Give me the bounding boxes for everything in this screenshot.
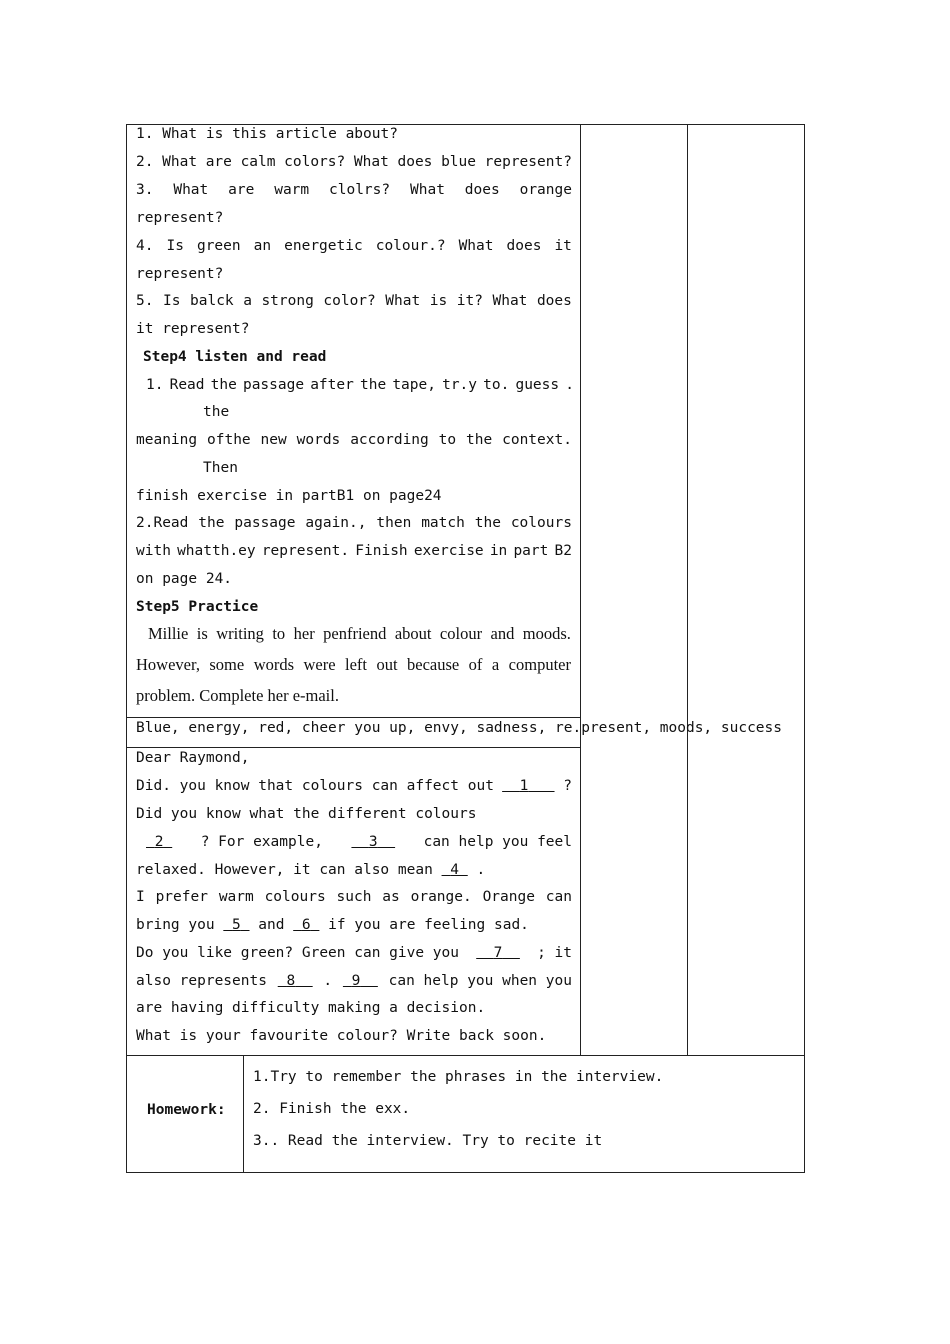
blank-3: 3 — [368, 834, 378, 850]
step4-line-1: 1. Read the passage after the tape, tr.y to. guess . — [146, 377, 574, 393]
email-line-1: Did. you know that colours can affect out 1 ? — [136, 778, 572, 794]
email-line-6: bring you 5 and 6 if you are feeling sad. — [136, 917, 529, 933]
step5-line-2: However, some words were left out because of a computer — [136, 655, 571, 674]
table-bottom-border — [126, 1172, 805, 1173]
step4-line-5: finish exercise in partB1 on page24 — [136, 488, 442, 504]
word-box: Blue, energy, red, cheer you up, envy, sadness, re.present, moods, success — [136, 720, 783, 736]
homework-label: Homework: — [147, 1102, 226, 1118]
homework-item-1: 1.Try to remember the phrases in the interview. — [253, 1069, 664, 1085]
blank-8: 8 — [286, 973, 296, 989]
step4-line-3: meaning ofthe new words according to the context. — [136, 432, 572, 448]
email-line-8: also represents 8 . 9 can help you when you — [136, 973, 572, 989]
blank-9: 9 — [351, 973, 361, 989]
column-divider-2 — [687, 124, 688, 1056]
question-4-cont: represent? — [136, 266, 224, 282]
blank-1: 1 — [519, 778, 529, 794]
step5-line-3: problem. Complete her e-mail. — [136, 686, 339, 705]
step4-line-6: 2.Read the passage again., then match the colours — [136, 515, 572, 531]
homework-label-divider — [243, 1055, 244, 1173]
email-line-4: relaxed. However, it can also mean 4 . — [136, 862, 486, 878]
question-1: 1. What is this article about? — [136, 126, 398, 142]
email-line-3: 2 ? For example, 3 can help you feel — [146, 832, 572, 852]
question-5: 5. Is balck a strong color? What is it? What does — [136, 293, 572, 309]
blank-6: 6 — [301, 917, 311, 933]
blank-7: 7 — [493, 945, 503, 961]
question-2: 2. What are calm colors? What does blue represent? — [136, 154, 572, 170]
question-4: 4. Is green an energetic colour.? What does it — [136, 238, 572, 254]
step4-line-8: on page 24. — [136, 571, 233, 587]
homework-row-top-border — [126, 1055, 805, 1056]
homework-item-2: 2. Finish the exx. — [253, 1101, 411, 1117]
table-left-border — [126, 124, 127, 1173]
homework-item-3: 3.. Read the interview. Try to recite it — [253, 1133, 603, 1149]
email-line-2: Did you know what the different colours — [136, 806, 477, 822]
table-right-border — [804, 124, 805, 1173]
column-divider-1 — [580, 124, 581, 1056]
step4-heading: Step4 listen and read — [143, 349, 327, 365]
step5-heading: Step5 Practice — [136, 599, 259, 615]
step4-line-4: Then — [203, 460, 238, 476]
blank-4: 4 — [450, 862, 460, 878]
email-line-9: are having difficulty making a decision. — [136, 1000, 486, 1016]
step5-line-1: Millie is writing to her penfriend about colour and moods. — [148, 624, 571, 643]
blank-2: 2 — [154, 834, 164, 850]
email-line-5: I prefer warm colours such as orange. Orange can — [136, 889, 572, 905]
email-line-7: Do you like green? Green can give you 7 ; it — [136, 945, 572, 961]
email-line-10: What is your favourite colour? Write back soon. — [136, 1028, 547, 1044]
step4-line-2: the — [203, 404, 230, 420]
question-3-cont: represent? — [136, 210, 224, 226]
email-greeting: Dear Raymond, — [136, 750, 250, 766]
question-3: 3. What are warm clolrs? What does orange — [136, 182, 572, 198]
step4-line-7: with whatth.ey represent. Finish exercise in part B2 — [136, 543, 572, 559]
question-5-cont: it represent? — [136, 321, 250, 337]
blank-5: 5 — [232, 917, 241, 933]
